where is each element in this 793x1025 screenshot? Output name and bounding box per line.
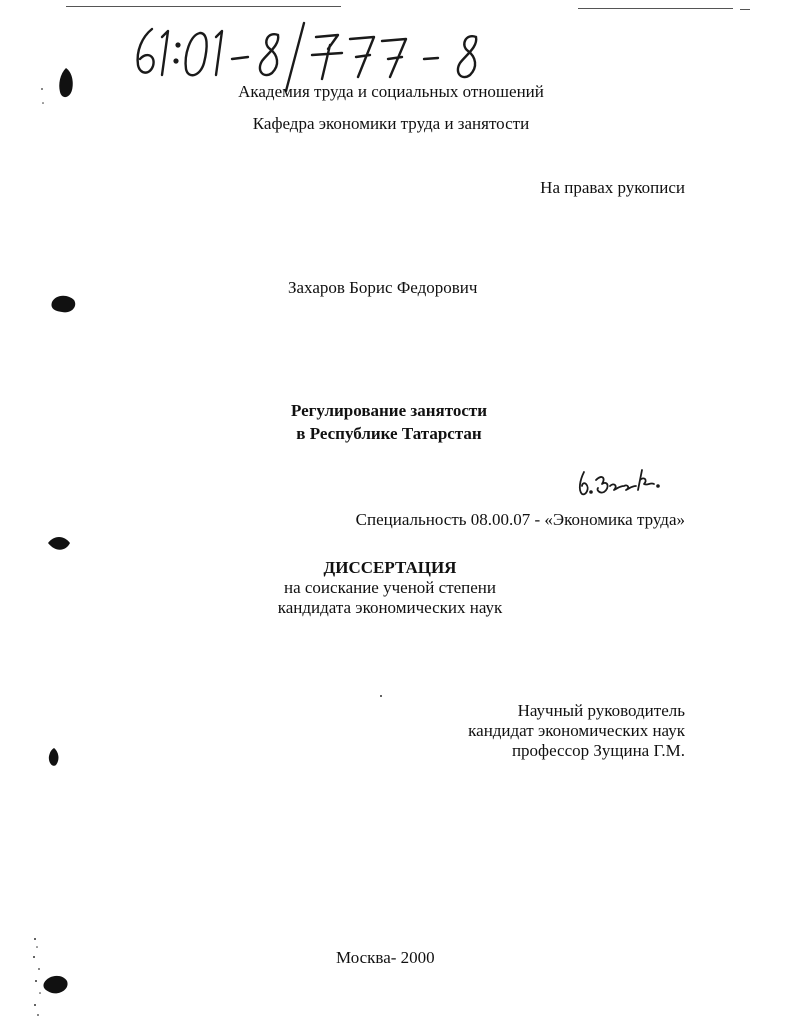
dissertation-heading: ДИССЕРТАЦИЯ: [323, 558, 457, 577]
dissertation-title-line1: Регулирование занятости: [290, 401, 488, 420]
specialty-line: Специальность 08.00.07 - «Экономика труда»: [355, 510, 685, 529]
author-name: Захаров Борис Федорович: [288, 278, 478, 297]
degree-line1: на соискание ученой степени: [283, 578, 497, 597]
scan-rule: [578, 8, 733, 9]
supervisor-role: Научный руководитель: [517, 701, 685, 720]
department-name: Кафедра экономики труда и занятости: [252, 114, 530, 133]
scan-speck: [379, 694, 383, 698]
author-signature: [574, 462, 674, 502]
scan-specks: [30, 935, 50, 1025]
dissertation-title-line2: в Республике Татарстан: [296, 424, 482, 443]
scan-rule: [740, 9, 750, 10]
binder-hole: [46, 533, 72, 555]
supervisor-name: профессор Зущина Г.М.: [511, 741, 685, 760]
degree-line2: кандидата экономических наук: [277, 598, 503, 617]
scan-specks: [38, 85, 48, 115]
academy-name: Академия труда и социальных отношений: [238, 82, 544, 101]
binder-hole: [46, 746, 62, 768]
place-year: Москва- 2000: [336, 948, 435, 967]
supervisor-degree: кандидат экономических наук: [468, 721, 685, 740]
binder-hole: [48, 292, 78, 316]
rights-note: На правах рукописи: [540, 178, 685, 197]
binder-hole: [56, 66, 76, 106]
scan-rule: [66, 6, 341, 7]
